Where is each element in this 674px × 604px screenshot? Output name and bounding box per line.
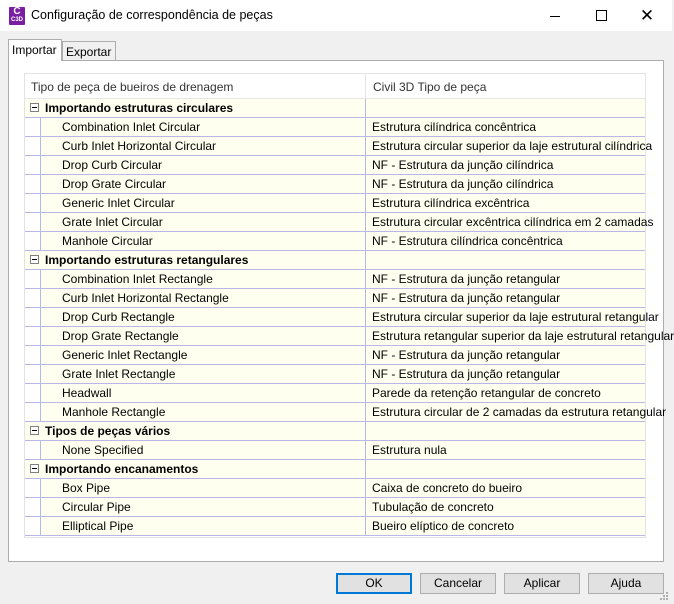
- table-row[interactable]: [25, 289, 645, 308]
- row-indent: [25, 175, 40, 193]
- tab-exportar[interactable]: Exportar: [62, 41, 116, 61]
- group-title: Importando encanamentos: [45, 462, 199, 476]
- source-part-cell[interactable]: [40, 517, 365, 535]
- table-row[interactable]: [25, 384, 645, 403]
- table-row[interactable]: [25, 118, 645, 137]
- table-row[interactable]: [25, 498, 645, 517]
- target-part-cell[interactable]: [365, 384, 645, 402]
- row-indent: [25, 403, 40, 421]
- row-indent: [25, 441, 40, 459]
- civil3d-part-type: Estrutura circular excêntrica cilíndrica em 2 camadas: [372, 215, 654, 229]
- app-icon-caption: C3D: [10, 17, 23, 23]
- source-part-cell[interactable]: [40, 479, 365, 497]
- source-part-cell[interactable]: [40, 441, 365, 459]
- source-part-type: Circular Pipe: [62, 500, 131, 514]
- row-indent: [25, 213, 40, 231]
- civil3d-part-type: Estrutura circular superior da laje estrutural retangular: [372, 310, 659, 324]
- group-divider: [365, 99, 366, 117]
- help-button[interactable]: Ajuda: [588, 573, 664, 594]
- group-divider: [365, 251, 366, 269]
- target-part-cell[interactable]: [365, 194, 645, 212]
- group-title: Tipos de peças vários: [45, 424, 171, 438]
- close-button[interactable]: [624, 0, 670, 31]
- window-title: Configuração de correspondência de peças: [31, 8, 273, 22]
- collapse-icon[interactable]: [30, 464, 39, 473]
- minimize-button[interactable]: [532, 0, 578, 31]
- table-row[interactable]: [25, 517, 645, 536]
- civil3d-part-type: Parede da retenção retangular de concreto: [372, 386, 601, 400]
- table-row[interactable]: [25, 308, 659, 327]
- group-row[interactable]: [25, 460, 645, 479]
- source-part-type: Manhole Rectangle: [62, 405, 166, 419]
- group-row[interactable]: [25, 422, 645, 441]
- civil3d-part-type: Estrutura circular superior da laje estrutural cilíndrica: [372, 139, 653, 153]
- target-part-cell[interactable]: [365, 403, 667, 421]
- part-mapping-grid[interactable]: [24, 73, 674, 538]
- column-header-target[interactable]: Civil 3D Tipo de peça: [373, 80, 487, 94]
- source-part-type: Elliptical Pipe: [62, 519, 134, 533]
- row-indent: [25, 137, 40, 155]
- source-part-type: Box Pipe: [62, 481, 111, 495]
- apply-button[interactable]: Aplicar: [504, 573, 580, 594]
- table-row[interactable]: [25, 270, 645, 289]
- civil3d-part-type: NF - Estrutura cilíndrica concêntrica: [372, 234, 563, 248]
- civil3d-part-type: Estrutura circular de 2 camadas da estrutura retangular: [372, 405, 667, 419]
- source-part-cell[interactable]: [40, 308, 365, 326]
- row-indent: [25, 517, 40, 535]
- source-part-cell[interactable]: [40, 327, 365, 345]
- table-row[interactable]: [25, 327, 674, 346]
- row-indent: [25, 365, 40, 383]
- collapse-icon[interactable]: [30, 426, 39, 435]
- source-part-cell[interactable]: [40, 346, 365, 364]
- target-part-cell[interactable]: [365, 289, 645, 307]
- collapse-icon[interactable]: [30, 103, 39, 112]
- target-part-cell[interactable]: [365, 118, 645, 136]
- source-part-cell[interactable]: [40, 156, 365, 174]
- tab-importar[interactable]: Importar: [8, 39, 62, 61]
- source-part-type: Drop Grate Circular: [62, 177, 167, 191]
- source-part-type: Curb Inlet Horizontal Rectangle: [62, 291, 229, 305]
- source-part-cell[interactable]: [40, 213, 365, 231]
- row-indent: [25, 289, 40, 307]
- target-part-cell[interactable]: [365, 175, 645, 193]
- row-indent: [25, 156, 40, 174]
- civil3d-part-type: NF - Estrutura da junção retangular: [372, 367, 561, 381]
- civil3d-part-type: Estrutura retangular superior da laje estrutural retangular: [372, 329, 674, 343]
- minimize-icon: [550, 16, 560, 17]
- table-row[interactable]: [25, 175, 645, 194]
- row-indent: [25, 346, 40, 364]
- target-part-cell[interactable]: [365, 479, 645, 497]
- civil3d-part-type: Estrutura cilíndrica concêntrica: [372, 120, 537, 134]
- collapse-icon[interactable]: [30, 255, 39, 264]
- group-title: Importando estruturas retangulares: [45, 253, 249, 267]
- maximize-icon: [596, 10, 607, 21]
- target-part-cell[interactable]: [365, 137, 653, 155]
- group-title: Importando estruturas circulares: [45, 101, 234, 115]
- civil3d-part-type: Estrutura cilíndrica excêntrica: [372, 196, 530, 210]
- table-row[interactable]: [25, 156, 645, 175]
- source-part-type: Generic Inlet Circular: [62, 196, 175, 210]
- source-part-type: Grate Inlet Rectangle: [62, 367, 176, 381]
- source-part-type: Drop Curb Rectangle: [62, 310, 175, 324]
- source-part-type: Drop Grate Rectangle: [62, 329, 179, 343]
- source-part-cell[interactable]: [40, 118, 365, 136]
- source-part-type: Manhole Circular: [62, 234, 153, 248]
- group-divider: [365, 460, 366, 478]
- civil3d-part-type: Caixa de concreto do bueiro: [372, 481, 523, 495]
- row-indent: [25, 194, 40, 212]
- close-icon: ✕: [639, 6, 655, 25]
- source-part-type: None Specified: [62, 443, 144, 457]
- row-indent: [25, 232, 40, 250]
- table-row[interactable]: [25, 232, 645, 251]
- row-indent: [25, 308, 40, 326]
- table-row[interactable]: [25, 365, 645, 384]
- row-indent: [25, 384, 40, 402]
- row-indent: [25, 327, 40, 345]
- table-row[interactable]: [25, 194, 645, 213]
- column-header-source[interactable]: Tipo de peça de bueiros de drenagem: [31, 80, 234, 94]
- cancel-button[interactable]: Cancelar: [420, 573, 496, 594]
- source-part-cell[interactable]: [40, 270, 365, 288]
- source-part-type: Generic Inlet Rectangle: [62, 348, 188, 362]
- target-part-cell[interactable]: [365, 517, 645, 535]
- civil3d-part-type: Bueiro elíptico de concreto: [372, 519, 515, 533]
- civil3d-part-type: NF - Estrutura da junção retangular: [372, 272, 561, 286]
- ok-button[interactable]: OK: [336, 573, 412, 594]
- source-part-cell[interactable]: [40, 232, 365, 250]
- target-part-cell[interactable]: [365, 441, 645, 459]
- table-row[interactable]: [25, 346, 645, 365]
- target-part-cell[interactable]: [365, 308, 659, 326]
- source-part-cell[interactable]: [40, 498, 365, 516]
- target-part-cell[interactable]: [365, 346, 645, 364]
- civil3d-app-icon: [9, 7, 25, 25]
- source-part-cell[interactable]: [40, 384, 365, 402]
- row-indent: [25, 498, 40, 516]
- civil3d-part-type: NF - Estrutura da junção cilíndrica: [372, 158, 554, 172]
- column-divider[interactable]: [365, 74, 366, 98]
- target-part-cell[interactable]: [365, 156, 645, 174]
- source-part-type: Combination Inlet Rectangle: [62, 272, 213, 286]
- source-part-type: Curb Inlet Horizontal Circular: [62, 139, 217, 153]
- target-part-cell[interactable]: [365, 270, 645, 288]
- row-indent: [25, 118, 40, 136]
- source-part-cell[interactable]: [40, 403, 365, 421]
- source-part-type: Headwall: [62, 386, 112, 400]
- source-part-cell[interactable]: [40, 194, 365, 212]
- target-part-cell[interactable]: [365, 327, 674, 345]
- civil3d-part-type: Tubulação de concreto: [372, 500, 494, 514]
- table-row[interactable]: [25, 213, 654, 232]
- civil3d-part-type: NF - Estrutura da junção retangular: [372, 348, 561, 362]
- app-icon-letter: C: [13, 6, 21, 17]
- table-row[interactable]: [25, 137, 653, 156]
- table-row[interactable]: [25, 403, 667, 422]
- title-bar: [0, 0, 672, 31]
- source-part-cell[interactable]: [40, 289, 365, 307]
- source-part-type: Combination Inlet Circular: [62, 120, 201, 134]
- target-part-cell[interactable]: [365, 365, 645, 383]
- civil3d-part-type: Estrutura nula: [372, 443, 447, 457]
- source-part-type: Grate Inlet Circular: [62, 215, 163, 229]
- maximize-button[interactable]: [578, 0, 624, 31]
- civil3d-part-type: NF - Estrutura da junção retangular: [372, 291, 561, 305]
- resize-grip-icon[interactable]: [659, 591, 669, 601]
- source-part-cell[interactable]: [40, 137, 365, 155]
- source-part-type: Drop Curb Circular: [62, 158, 163, 172]
- group-divider: [365, 422, 366, 440]
- table-row[interactable]: [25, 441, 645, 460]
- source-part-cell[interactable]: [40, 365, 365, 383]
- group-row[interactable]: [25, 99, 645, 118]
- target-part-cell[interactable]: [365, 232, 645, 250]
- target-part-cell[interactable]: [365, 498, 645, 516]
- grid-header: [25, 74, 645, 99]
- table-row[interactable]: [25, 479, 645, 498]
- row-indent: [25, 270, 40, 288]
- source-part-cell[interactable]: [40, 175, 365, 193]
- civil3d-part-type: NF - Estrutura da junção cilíndrica: [372, 177, 554, 191]
- target-part-cell[interactable]: [365, 213, 654, 231]
- row-indent: [25, 479, 40, 497]
- group-row[interactable]: [25, 251, 645, 270]
